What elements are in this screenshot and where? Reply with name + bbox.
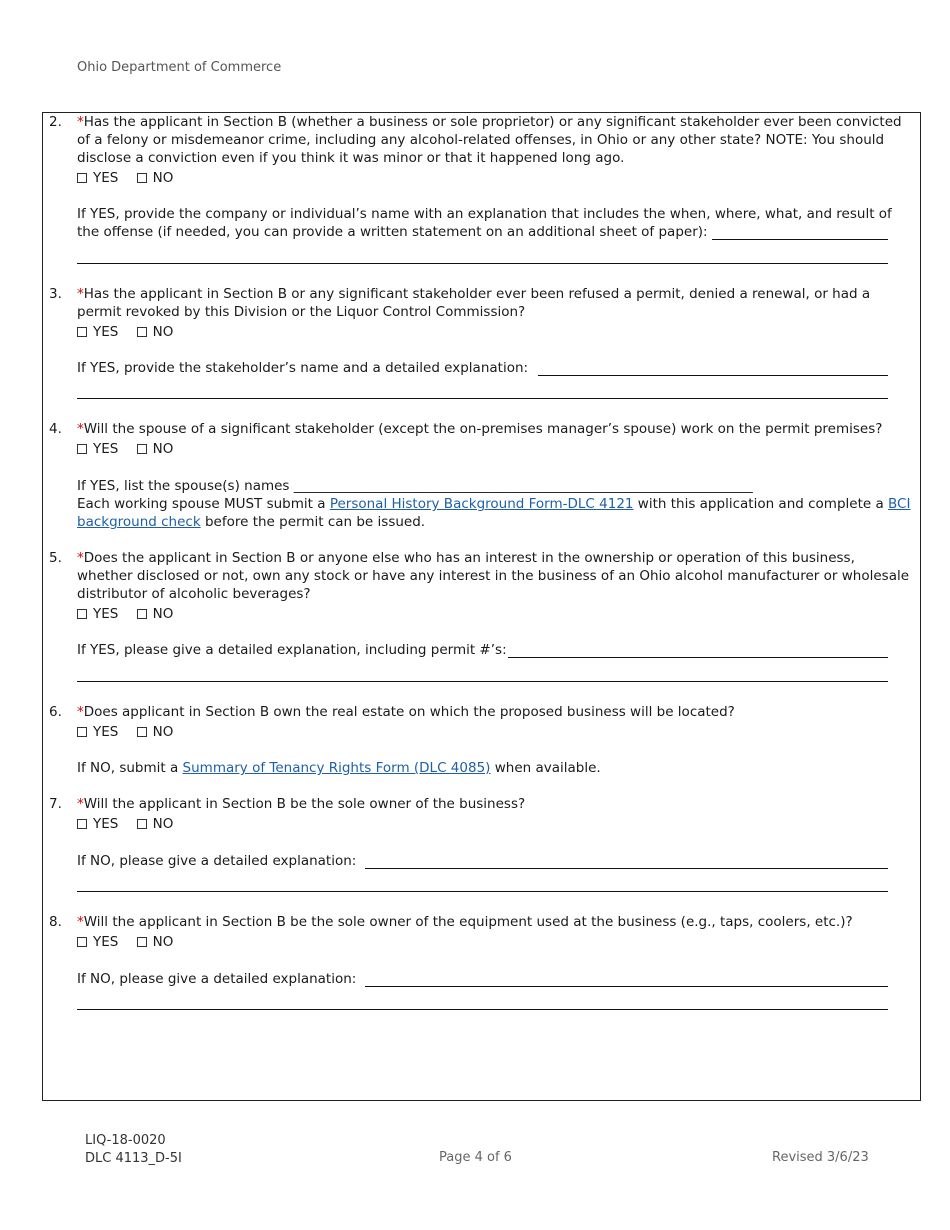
- required-asterisk: *: [77, 550, 84, 566]
- yes-checkbox[interactable]: YES: [77, 816, 118, 832]
- answer-line[interactable]: [712, 239, 888, 240]
- no-checkbox[interactable]: NO: [137, 934, 174, 950]
- answer-line[interactable]: [77, 398, 888, 399]
- yes-checkbox[interactable]: YES: [77, 606, 118, 622]
- page-number: Page 4 of 6: [439, 1150, 512, 1165]
- answer-line[interactable]: [365, 868, 888, 869]
- no-checkbox[interactable]: NO: [137, 170, 174, 186]
- no-checkbox[interactable]: NO: [137, 816, 174, 832]
- yes-no-options: [77, 606, 187, 622]
- bci-background-check-link[interactable]: BCI background check: [77, 496, 911, 530]
- answer-line[interactable]: [77, 681, 888, 682]
- yes-no-options: [77, 724, 187, 740]
- answer-line[interactable]: [538, 375, 888, 376]
- form-code: LIQ-18-0020: [85, 1133, 166, 1148]
- required-asterisk: *: [77, 286, 84, 302]
- no-checkbox[interactable]: NO: [137, 606, 174, 622]
- spouse-note: Each working spouse MUST submit a Personal History Background Form-DLC 4121 with this application and complete a BCI background check before the permit can be issued.: [77, 496, 911, 530]
- checkbox-icon[interactable]: [137, 819, 147, 829]
- personal-history-form-link[interactable]: Personal History Background Form-DLC 4121: [329, 496, 634, 512]
- yes-no-options: [77, 324, 187, 340]
- answer-line[interactable]: [77, 1009, 888, 1010]
- question-number: 6.: [49, 704, 62, 720]
- followup-text: If NO, submit a Summary of Tenancy Rights Form (DLC 4085) when available.: [77, 760, 601, 776]
- question-text: *Will the spouse of a significant stakeholder (except the on-premises manager’s spouse) work on the permit premises?: [77, 421, 883, 437]
- question-text: *Will the applicant in Section B be the sole owner of the equipment used at the business (e.g., taps, coolers, etc.)?: [77, 914, 853, 930]
- followup-text: If NO, please give a detailed explanation:: [77, 853, 357, 869]
- yes-no-options: [77, 934, 187, 950]
- question-number: 5.: [49, 550, 62, 566]
- checkbox-icon[interactable]: [77, 444, 87, 454]
- checkbox-icon[interactable]: [137, 727, 147, 737]
- question-text: *Has the applicant in Section B or any significant stakeholder ever been refused a permit, denied a renewal, or had a permit revoked by this Division or the Liquor Control Commission?: [77, 286, 871, 320]
- yes-checkbox[interactable]: YES: [77, 724, 118, 740]
- required-asterisk: *: [77, 421, 84, 437]
- followup-text: If YES, provide the stakeholder’s name and a detailed explanation:: [77, 360, 529, 376]
- checkbox-icon[interactable]: [137, 444, 147, 454]
- department-header: Ohio Department of Commerce: [77, 60, 282, 75]
- followup-text: If YES, provide the company or individual’s name with an explanation that includes the when, where, what, and result of the offense (if needed, you can provide a written statement on an additional sheet of paper):: [77, 206, 892, 240]
- followup-text: If YES, please give a detailed explanation, including permit #’s:: [77, 642, 507, 658]
- yes-checkbox[interactable]: YES: [77, 170, 118, 186]
- question-text: *Will the applicant in Section B be the sole owner of the business?: [77, 796, 526, 812]
- yes-no-options: [77, 816, 187, 832]
- required-asterisk: *: [77, 914, 84, 930]
- question-number: 3.: [49, 286, 62, 302]
- checkbox-icon[interactable]: [77, 819, 87, 829]
- answer-line[interactable]: [508, 657, 888, 658]
- checkbox-icon[interactable]: [137, 173, 147, 183]
- question-number: 7.: [49, 796, 62, 812]
- question-number: 2.: [49, 114, 62, 130]
- form-number: DLC 4113_D-5I: [85, 1151, 182, 1166]
- yes-no-options: [77, 170, 187, 186]
- question-text: *Has the applicant in Section B (whether a business or sole proprietor) or any significant stakeholder ever been convicted of a felony or misdemeanor crime, including any alcohol-related offenses, in Ohio or any other state? NOTE: You should disclose a conviction even if you think it was minor or that it happened long ago.: [77, 114, 902, 166]
- followup-text: If NO, please give a detailed explanation:: [77, 971, 357, 987]
- checkbox-icon[interactable]: [137, 937, 147, 947]
- yes-checkbox[interactable]: YES: [77, 934, 118, 950]
- spouse-names-field[interactable]: If YES, list the spouse(s) names ____________________________________________________________________: [77, 478, 753, 494]
- required-asterisk: *: [77, 114, 84, 130]
- question-text: *Does the applicant in Section B or anyone else who has an interest in the ownership or operation of this business, whether disclosed or not, own any stock or have any interest in the business of an Ohio alcohol manufacturer or wholesale distributor of alcoholic beverages?: [77, 550, 910, 602]
- yes-checkbox[interactable]: YES: [77, 324, 118, 340]
- yes-checkbox[interactable]: YES: [77, 441, 118, 457]
- question-number: 4.: [49, 421, 62, 437]
- checkbox-icon[interactable]: [77, 609, 87, 619]
- answer-line[interactable]: [77, 891, 888, 892]
- checkbox-icon[interactable]: [137, 609, 147, 619]
- no-checkbox[interactable]: NO: [137, 724, 174, 740]
- answer-line[interactable]: [365, 986, 888, 987]
- required-asterisk: *: [77, 704, 84, 720]
- checkbox-icon[interactable]: [77, 327, 87, 337]
- checkbox-icon[interactable]: [77, 173, 87, 183]
- revised-date: Revised 3/6/23: [772, 1150, 869, 1165]
- question-text: *Does applicant in Section B own the real estate on which the proposed business will be located?: [77, 704, 735, 720]
- answer-line[interactable]: [77, 263, 888, 264]
- checkbox-icon[interactable]: [77, 727, 87, 737]
- no-checkbox[interactable]: NO: [137, 324, 174, 340]
- checkbox-icon[interactable]: [137, 327, 147, 337]
- tenancy-rights-form-link[interactable]: Summary of Tenancy Rights Form (DLC 4085): [182, 760, 491, 776]
- no-checkbox[interactable]: NO: [137, 441, 174, 457]
- yes-no-options: [77, 441, 187, 457]
- question-number: 8.: [49, 914, 62, 930]
- checkbox-icon[interactable]: [77, 937, 87, 947]
- required-asterisk: *: [77, 796, 84, 812]
